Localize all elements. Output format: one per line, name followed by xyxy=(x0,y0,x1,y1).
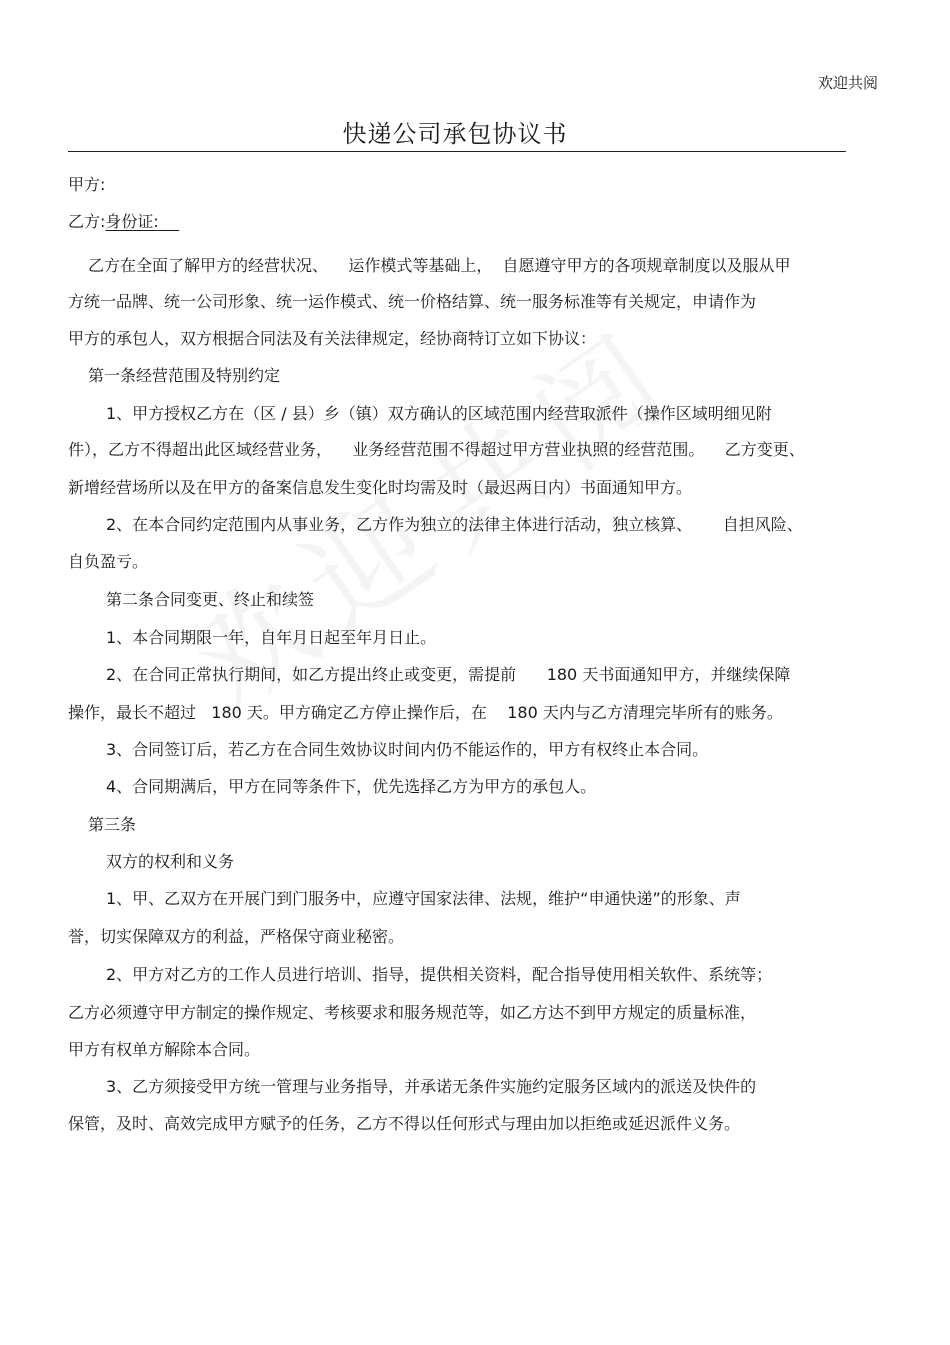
article-3-clause-1-line-2: 誉，切实保障双方的利益，严格保守商业秘密。 xyxy=(68,927,405,946)
intro-line-1: 乙方在全面了解甲方的经营状况、 运作模式等基础上， 自愿遵守甲方的各项规章制度以及服从甲 xyxy=(88,256,791,275)
article-1-clause-1-line-2: 件），乙方不得超出此区域经营业务， 业务经营范围不得超过甲方营业执照的经营范围。 乙方变更、 xyxy=(68,440,805,459)
article-1-heading: 第一条经营范围及特别约定 xyxy=(88,366,281,385)
article-3-subheading: 双方的权利和义务 xyxy=(106,852,235,871)
article-1-clause-1-line-1: 1、甲方授权乙方在（区 / 县）乡（镇）双方确认的区域范围内经营取派件（操作区域明细见附 xyxy=(106,404,772,423)
intro-line-2: 方统一品牌、统一公司形象、统一运作模式、统一价格结算、统一服务标准等有关规定，申请作为 xyxy=(68,292,757,311)
article-2-clause-4: 4、合同期满后，甲方在同等条件下，优先选择乙方为甲方的承包人。 xyxy=(106,777,597,796)
article-2-heading: 第二条合同变更、终止和续签 xyxy=(106,590,315,609)
article-2-clause-1: 1、本合同期限一年，自年月日起至年月日止。 xyxy=(106,628,437,647)
article-3-clause-3-line-1: 3、乙方须接受甲方统一管理与业务指导，并承诺无条件实施约定服务区域内的派送及快件的 xyxy=(106,1077,757,1096)
document-title: 快递公司承包协议书 xyxy=(342,120,568,148)
article-1-clause-1-line-3: 新增经营场所以及在甲方的备案信息发生变化时均需及时（最迟两日内）书面通知甲方。 xyxy=(68,478,693,497)
article-2-clause-2-line-2: 操作，最长不超过 180 天。甲方确定乙方停止操作后，在 180 天内与乙方清理完毕所有的账务。 xyxy=(68,703,783,722)
article-2-clause-2-line-1: 2、在合同正常执行期间，如乙方提出终止或变更，需提前 180 天书面通知甲方，并继续保障 xyxy=(106,665,791,684)
title-rule xyxy=(68,151,846,152)
header-note: 欢迎共阅 xyxy=(817,74,878,92)
id-card-label: 身份证: xyxy=(105,212,159,231)
article-3-clause-3-line-2: 保管，及时、高效完成甲方赋予的任务，乙方不得以任何形式与理由加以拒绝或延迟派件义务。 xyxy=(68,1114,741,1133)
article-3-clause-2-line-3: 甲方有权单方解除本合同。 xyxy=(68,1040,261,1059)
article-3-clause-2-line-1: 2、甲方对乙方的工作人员进行培训、指导，提供相关资料，配合指导使用相关软件、系统等； xyxy=(106,965,773,984)
intro-line-3: 甲方的承包人，双方根据合同法及有关法律规定，经协商特订立如下协议： xyxy=(68,329,597,348)
article-1-clause-2-line-1: 2、在本合同约定范围内从事业务，乙方作为独立的法律主体进行活动，独立核算、 自担风险、 xyxy=(106,515,803,534)
party-a-label: 甲方: xyxy=(68,175,106,194)
article-3-clause-1-line-1: 1、甲、乙双方在开展门到门服务中，应遵守国家法律、法规，维护“申通快递”的形象、声 xyxy=(106,889,741,908)
article-3-heading: 第三条 xyxy=(88,815,137,834)
article-2-clause-3: 3、合同签订后，若乙方在合同生效协议时间内仍不能运作的，甲方有权终止本合同。 xyxy=(106,740,709,759)
article-3-clause-2-line-2: 乙方必须遵守甲方制定的操作规定、考核要求和服务规范等，如乙方达不到甲方规定的质量标准， xyxy=(68,1003,757,1022)
party-b-label: 乙方: xyxy=(68,212,106,231)
article-1-clause-2-line-2: 自负盈亏。 xyxy=(68,552,149,571)
party-b-line xyxy=(68,212,179,232)
